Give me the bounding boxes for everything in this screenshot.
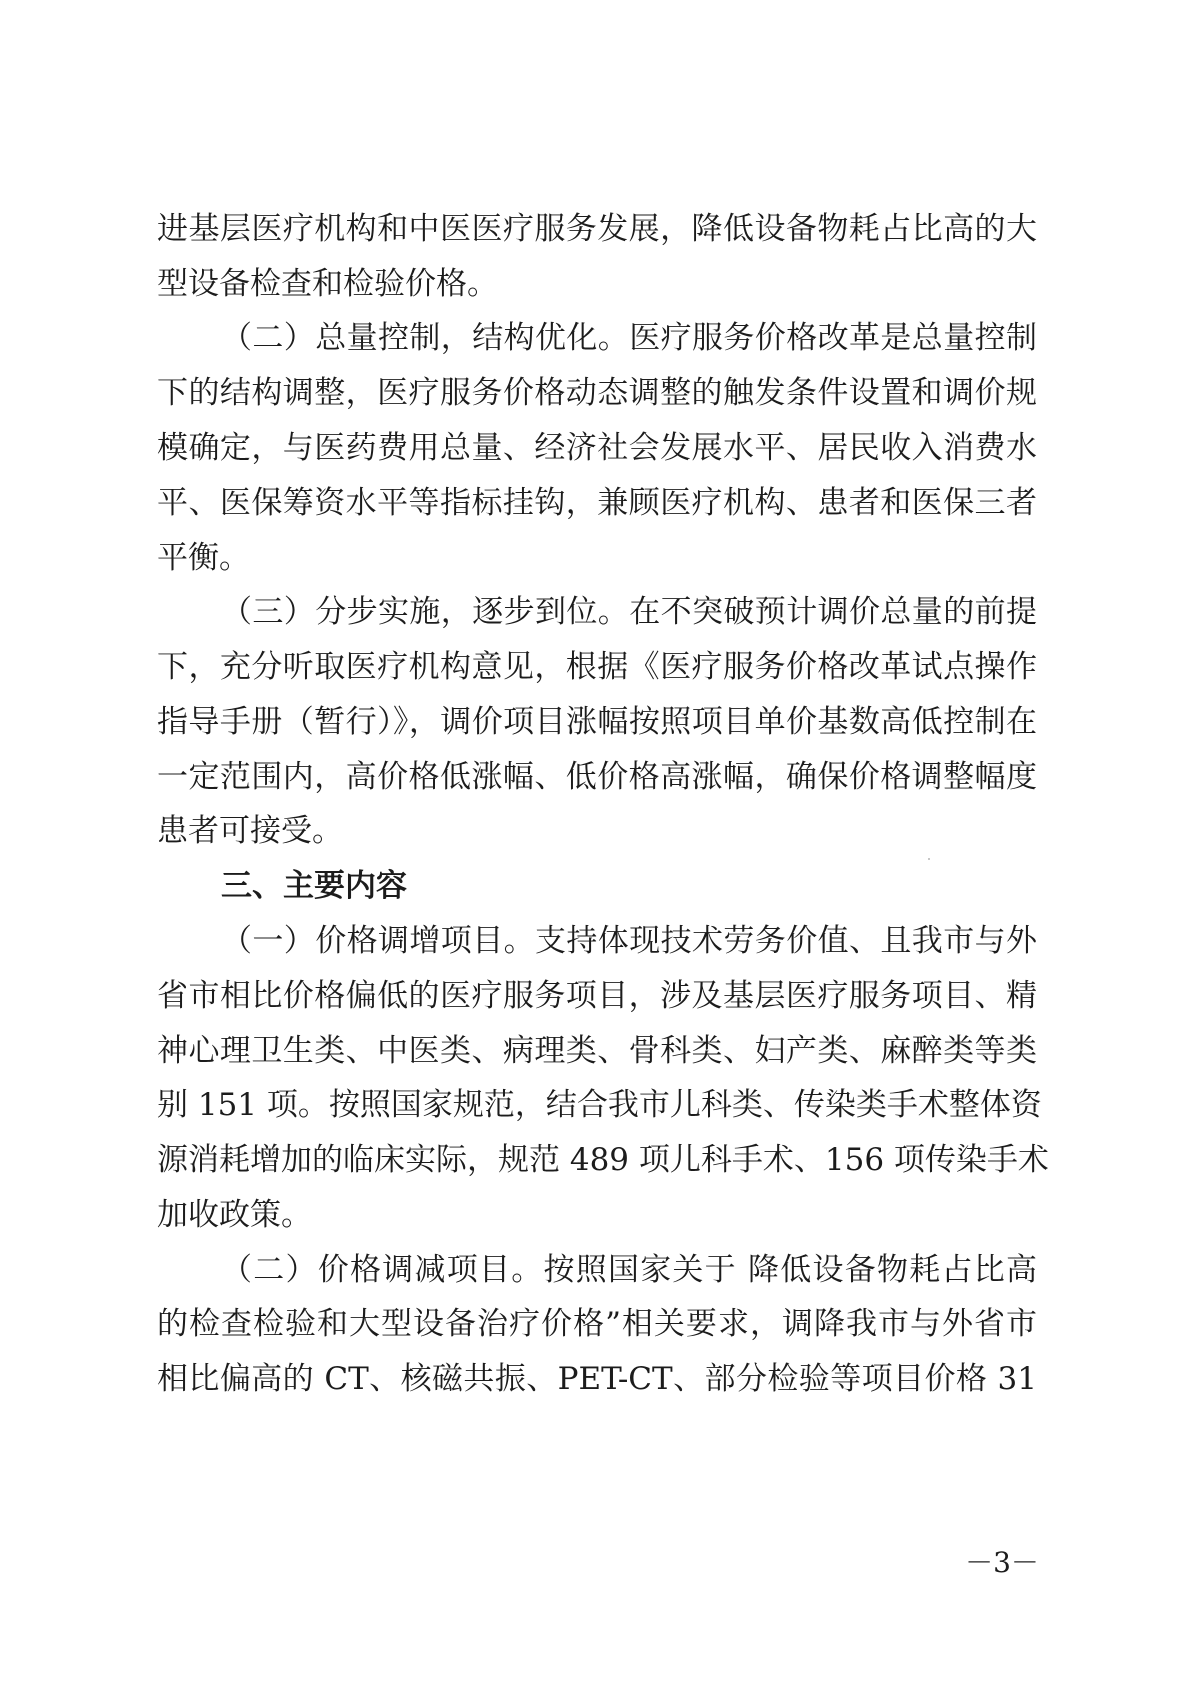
- body-line: 患者可接受。: [157, 813, 343, 849]
- section-3-title-line: （三）分步实施，逐步到位。在不突破预计调价总量的前提: [221, 594, 1037, 630]
- body-line: 型设备检查和检验价格。: [157, 266, 498, 302]
- body-line: 源消耗增加的临床实际，规范 489 项儿科手术、156 项传染手术: [157, 1142, 1049, 1178]
- body-line: 的检查检验和大型设备治疗价格”相关要求，调降我市与外省市: [157, 1306, 1037, 1342]
- section-2-title-line: （二）总量控制，结构优化。医疗服务价格改革是总量控制: [221, 320, 1037, 356]
- body-line: 平衡。: [157, 540, 250, 576]
- body-line: 神心理卫生类、中医类、病理类、骨科类、妇产类、麻醉类等类: [157, 1033, 1037, 1069]
- scan-speck: [928, 858, 930, 860]
- chapter-heading-main-content: 三、主要内容: [221, 868, 407, 904]
- subsection-2-title-line: （二）价格调减项目。按照国家关于 降低设备物耗占比高: [221, 1252, 1037, 1288]
- body-line: 别 151 项。按照国家规范，结合我市儿科类、传染类手术整体资: [157, 1087, 1042, 1123]
- page-number: －3－: [965, 1546, 1039, 1579]
- body-line: 一定范围内，高价格低涨幅、低价格高涨幅，确保价格调整幅度: [157, 759, 1037, 795]
- body-line: 下，充分听取医疗机构意见，根据《医疗服务价格改革试点操作: [157, 649, 1037, 685]
- body-line: 下的结构调整，医疗服务价格动态调整的触发条件设置和调价规: [157, 375, 1037, 411]
- body-line: 指导手册（暂行）》，调价项目涨幅按照项目单价基数高低控制在: [157, 704, 1037, 740]
- body-line: 相比偏高的 CT、核磁共振、PET-CT、部分检验等项目价格 31: [157, 1361, 1037, 1397]
- body-line: 加收政策。: [157, 1197, 312, 1233]
- body-line: 平、医保筹资水平等指标挂钩，兼顾医疗机构、患者和医保三者: [157, 485, 1037, 521]
- body-line: 省市相比价格偏低的医疗服务项目，涉及基层医疗服务项目、精: [157, 978, 1037, 1014]
- body-line: 模确定，与医药费用总量、经济社会发展水平、居民收入消费水: [157, 430, 1037, 466]
- body-line: 进基层医疗机构和中医医疗服务发展，降低设备物耗占比高的大: [157, 211, 1037, 247]
- subsection-1-title-line: （一）价格调增项目。支持体现技术劳务价值、且我市与外: [221, 923, 1037, 959]
